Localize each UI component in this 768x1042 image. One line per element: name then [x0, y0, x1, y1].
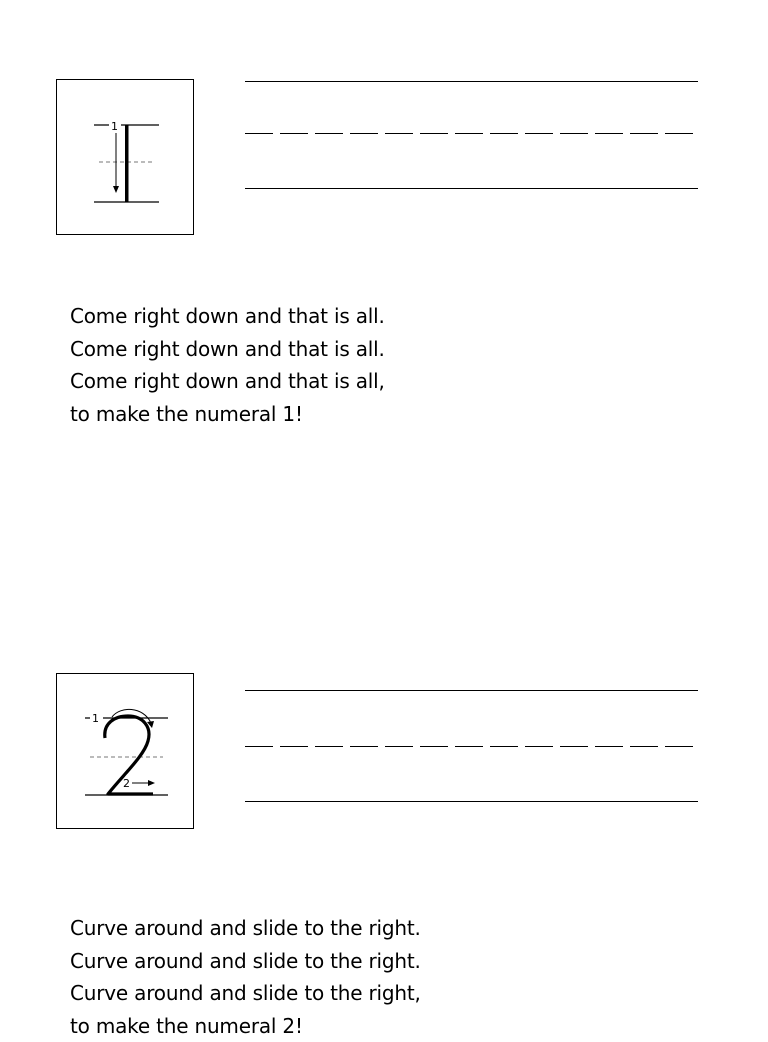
numeral-1-guide-box — [56, 79, 194, 235]
verse-line: to make the numeral 2! — [70, 1010, 421, 1042]
verse-line: Curve around and slide to the right. — [70, 945, 421, 978]
top-guide-line — [245, 81, 698, 82]
top-guide-line — [245, 690, 698, 691]
numeral-1-stroke-diagram — [57, 80, 193, 234]
numeral-1-verse — [70, 300, 385, 430]
verse-line: to make the numeral 1! — [70, 398, 385, 431]
numeral-2-writing-lines — [245, 690, 698, 800]
verse-line: Come right down and that is all, — [70, 365, 385, 398]
midline-dashed — [245, 746, 698, 747]
numeral-1-writing-lines — [245, 81, 698, 191]
baseline — [245, 801, 698, 802]
numeral-2-guide-box — [56, 673, 194, 829]
stroke-number-label: 2 — [123, 777, 130, 790]
midline-dashed — [245, 133, 698, 134]
verse-line: Come right down and that is all. — [70, 300, 385, 333]
numeral-2-verse — [70, 912, 421, 1042]
verse-line: Curve around and slide to the right. — [70, 912, 421, 945]
stroke-number-label: 1 — [111, 120, 118, 133]
numeral-2-stroke-diagram — [57, 674, 193, 828]
verse-line: Curve around and slide to the right, — [70, 977, 421, 1010]
verse-line: Come right down and that is all. — [70, 333, 385, 366]
baseline — [245, 188, 698, 189]
stroke-number-label: 1 — [92, 712, 99, 725]
